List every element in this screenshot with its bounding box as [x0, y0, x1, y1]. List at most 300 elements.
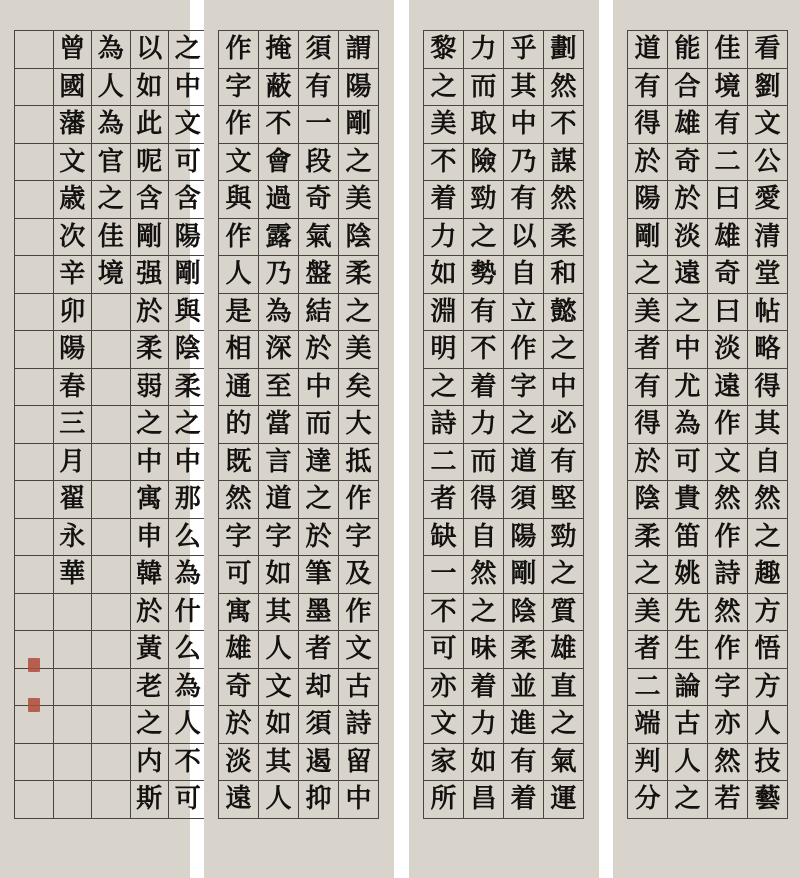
grid-cell: 曰: [708, 181, 748, 219]
grid-cell: 須: [299, 31, 339, 69]
grid-cell: 奇: [299, 181, 339, 219]
grid-cell: 翟: [54, 481, 93, 519]
grid-cell: 淡: [708, 331, 748, 369]
grid-cell: 而: [464, 444, 504, 482]
grid-cell: 文: [748, 106, 788, 144]
grid-cell: 剛: [131, 219, 170, 257]
character-grid: [218, 30, 379, 819]
grid-cell: 懿: [544, 294, 584, 332]
grid-cell: 和: [544, 256, 584, 294]
grid-cell: 作: [708, 406, 748, 444]
grid-cell: 公: [748, 144, 788, 182]
grid-cell: 力: [464, 706, 504, 744]
grid-cell: 笛: [668, 519, 708, 557]
grid-cell: 陽: [628, 181, 668, 219]
grid-cell: 方: [748, 594, 788, 632]
grid-cell: 二: [424, 444, 464, 482]
grid-cell: 人: [92, 69, 131, 107]
grid-cell: 柔: [131, 331, 170, 369]
grid-cell: 之: [169, 31, 208, 69]
grid-cell: [15, 781, 54, 819]
grid-cell: 之: [299, 481, 339, 519]
grid-cell: [92, 781, 131, 819]
grid-cell: 道: [504, 444, 544, 482]
grid-cell: 至: [259, 369, 299, 407]
grid-cell: 曰: [708, 294, 748, 332]
grid-cell: 字: [259, 519, 299, 557]
grid-cell: 之: [131, 706, 170, 744]
grid-cell: 於: [628, 144, 668, 182]
grid-cell: [15, 481, 54, 519]
grid-cell: 貴: [668, 481, 708, 519]
grid-cell: 作: [219, 31, 259, 69]
grid-cell: 境: [708, 69, 748, 107]
grid-cell: 人: [219, 256, 259, 294]
grid-cell: 寓: [131, 481, 170, 519]
grid-cell: 之: [544, 706, 584, 744]
grid-cell: 悟: [748, 631, 788, 669]
grid-cell: 有: [628, 369, 668, 407]
grid-cell: [15, 444, 54, 482]
grid-cell: 着: [464, 369, 504, 407]
grid-cell: 韓: [131, 556, 170, 594]
grid-cell: 而: [299, 406, 339, 444]
grid-cell: 結: [299, 294, 339, 332]
grid-cell: 之: [668, 294, 708, 332]
grid-cell: 陽: [169, 219, 208, 257]
grid-cell: 自: [504, 256, 544, 294]
grid-cell: 中: [169, 444, 208, 482]
grid-cell: 人: [169, 706, 208, 744]
grid-cell: 露: [259, 219, 299, 257]
grid-cell: 於: [299, 331, 339, 369]
grid-cell: 剛: [628, 219, 668, 257]
grid-cell: 氣: [544, 744, 584, 782]
grid-cell: 會: [259, 144, 299, 182]
grid-cell: 三: [54, 406, 93, 444]
grid-cell: 字: [219, 69, 259, 107]
grid-cell: [15, 144, 54, 182]
grid-cell: 有: [628, 69, 668, 107]
grid-cell: 之: [668, 781, 708, 819]
grid-cell: 曾: [54, 31, 93, 69]
grid-cell: 古: [339, 669, 379, 707]
grid-cell: [54, 669, 93, 707]
grid-cell: 弱: [131, 369, 170, 407]
grid-cell: 質: [544, 594, 584, 632]
grid-cell: 人: [748, 706, 788, 744]
grid-cell: 作: [339, 481, 379, 519]
grid-cell: 抑: [299, 781, 339, 819]
grid-cell: 謀: [544, 144, 584, 182]
grid-cell: 亦: [708, 706, 748, 744]
grid-cell: 之: [339, 294, 379, 332]
grid-cell: 不: [259, 106, 299, 144]
grid-cell: 並: [504, 669, 544, 707]
grid-cell: 先: [668, 594, 708, 632]
grid-cell: 遠: [668, 256, 708, 294]
grid-cell: 陽: [504, 519, 544, 557]
grid-cell: 得: [628, 106, 668, 144]
grid-cell: [15, 331, 54, 369]
grid-cell: 相: [219, 331, 259, 369]
grid-cell: 所: [424, 781, 464, 819]
grid-cell: 須: [504, 481, 544, 519]
scroll-panel-2: [204, 0, 394, 878]
grid-cell: 者: [424, 481, 464, 519]
grid-cell: [15, 31, 54, 69]
grid-cell: 於: [668, 181, 708, 219]
grid-cell: 春: [54, 369, 93, 407]
grid-cell: 内: [131, 744, 170, 782]
grid-cell: 為: [92, 31, 131, 69]
grid-cell: 美: [339, 181, 379, 219]
grid-cell: 為: [169, 669, 208, 707]
grid-cell: 剛: [169, 256, 208, 294]
grid-cell: 其: [748, 406, 788, 444]
grid-cell: 其: [504, 69, 544, 107]
grid-cell: 陽: [54, 331, 93, 369]
grid-cell: [54, 594, 93, 632]
grid-cell: 奇: [668, 144, 708, 182]
grid-cell: 遠: [219, 781, 259, 819]
grid-cell: [15, 594, 54, 632]
grid-cell: 能: [668, 31, 708, 69]
grid-cell: 為: [668, 406, 708, 444]
grid-cell: [92, 744, 131, 782]
grid-cell: 境: [92, 256, 131, 294]
grid-cell: 家: [424, 744, 464, 782]
grid-cell: 着: [464, 669, 504, 707]
grid-cell: 詩: [424, 406, 464, 444]
grid-cell: 含: [131, 181, 170, 219]
grid-cell: 如: [131, 69, 170, 107]
grid-cell: [92, 706, 131, 744]
grid-cell: 矣: [339, 369, 379, 407]
grid-cell: 生: [668, 631, 708, 669]
grid-cell: 然: [708, 744, 748, 782]
grid-cell: 達: [299, 444, 339, 482]
grid-cell: 須: [299, 706, 339, 744]
grid-cell: 通: [219, 369, 259, 407]
grid-cell: 雄: [708, 219, 748, 257]
grid-cell: 之: [464, 219, 504, 257]
grid-cell: 合: [668, 69, 708, 107]
grid-cell: 古: [668, 706, 708, 744]
grid-cell: [92, 294, 131, 332]
grid-cell: 力: [464, 31, 504, 69]
grid-cell: 如: [259, 706, 299, 744]
grid-cell: 字: [339, 519, 379, 557]
grid-cell: 立: [504, 294, 544, 332]
grid-cell: 劃: [544, 31, 584, 69]
grid-cell: 者: [628, 631, 668, 669]
grid-cell: 然: [748, 481, 788, 519]
grid-cell: 卯: [54, 294, 93, 332]
grid-cell: 美: [628, 594, 668, 632]
grid-cell: 乎: [504, 31, 544, 69]
grid-cell: 其: [259, 594, 299, 632]
grid-cell: [92, 444, 131, 482]
grid-cell: 文: [219, 144, 259, 182]
grid-cell: 判: [628, 744, 668, 782]
grid-cell: 自: [748, 444, 788, 482]
grid-cell: [92, 519, 131, 557]
grid-cell: 之: [131, 406, 170, 444]
grid-cell: 氣: [299, 219, 339, 257]
grid-cell: 端: [628, 706, 668, 744]
grid-cell: 申: [131, 519, 170, 557]
grid-cell: 此: [131, 106, 170, 144]
grid-cell: 然: [544, 181, 584, 219]
grid-cell: 官: [92, 144, 131, 182]
grid-cell: [92, 669, 131, 707]
grid-cell: 墨: [299, 594, 339, 632]
grid-cell: 中: [668, 331, 708, 369]
grid-cell: 辛: [54, 256, 93, 294]
grid-cell: [15, 106, 54, 144]
grid-cell: 之: [544, 556, 584, 594]
grid-cell: 作: [219, 219, 259, 257]
grid-cell: 之: [92, 181, 131, 219]
grid-cell: 文: [339, 631, 379, 669]
grid-cell: 道: [628, 31, 668, 69]
grid-cell: 可: [169, 144, 208, 182]
red-seal-stamp: [28, 658, 40, 672]
grid-cell: 詩: [708, 556, 748, 594]
grid-cell: 取: [464, 106, 504, 144]
grid-cell: 得: [464, 481, 504, 519]
grid-cell: 有: [464, 294, 504, 332]
grid-cell: 以: [504, 219, 544, 257]
grid-cell: 技: [748, 744, 788, 782]
grid-cell: 過: [259, 181, 299, 219]
grid-cell: 人: [259, 781, 299, 819]
grid-cell: 次: [54, 219, 93, 257]
grid-cell: 昌: [464, 781, 504, 819]
grid-cell: 然: [219, 481, 259, 519]
grid-cell: 然: [708, 481, 748, 519]
grid-cell: 謂: [339, 31, 379, 69]
grid-cell: 有: [299, 69, 339, 107]
grid-cell: 什: [169, 594, 208, 632]
grid-cell: 陰: [504, 594, 544, 632]
grid-cell: [54, 706, 93, 744]
grid-cell: 堅: [544, 481, 584, 519]
grid-cell: 可: [169, 781, 208, 819]
grid-cell: 勁: [544, 519, 584, 557]
grid-cell: 趣: [748, 556, 788, 594]
grid-cell: 如: [464, 744, 504, 782]
grid-cell: 尤: [668, 369, 708, 407]
grid-cell: 的: [219, 406, 259, 444]
grid-cell: 中: [544, 369, 584, 407]
grid-cell: 遠: [708, 369, 748, 407]
grid-cell: 强: [131, 256, 170, 294]
grid-cell: [54, 781, 93, 819]
grid-cell: 文: [259, 669, 299, 707]
grid-cell: 么: [169, 519, 208, 557]
grid-cell: 必: [544, 406, 584, 444]
grid-cell: 之: [169, 406, 208, 444]
grid-cell: 文: [708, 444, 748, 482]
grid-cell: [92, 481, 131, 519]
grid-cell: 陰: [339, 219, 379, 257]
grid-cell: 於: [219, 706, 259, 744]
grid-cell: 運: [544, 781, 584, 819]
grid-cell: 中: [339, 781, 379, 819]
grid-cell: [92, 406, 131, 444]
grid-cell: 乃: [259, 256, 299, 294]
grid-cell: 可: [424, 631, 464, 669]
character-grid: [14, 30, 208, 819]
grid-cell: 明: [424, 331, 464, 369]
grid-cell: 藝: [748, 781, 788, 819]
grid-cell: 以: [131, 31, 170, 69]
grid-cell: 於: [131, 594, 170, 632]
grid-cell: 剛: [339, 106, 379, 144]
grid-cell: 力: [424, 219, 464, 257]
grid-cell: 柔: [628, 519, 668, 557]
grid-cell: 文: [424, 706, 464, 744]
grid-cell: 味: [464, 631, 504, 669]
character-grid: [627, 30, 788, 819]
grid-cell: [15, 519, 54, 557]
grid-cell: 當: [259, 406, 299, 444]
grid-cell: 之: [504, 406, 544, 444]
grid-cell: 中: [299, 369, 339, 407]
grid-cell: [15, 69, 54, 107]
grid-cell: 然: [464, 556, 504, 594]
grid-cell: 乃: [504, 144, 544, 182]
grid-cell: 字: [504, 369, 544, 407]
grid-cell: 一: [424, 556, 464, 594]
grid-cell: 老: [131, 669, 170, 707]
grid-cell: 呢: [131, 144, 170, 182]
red-seal-stamp: [28, 698, 40, 712]
grid-cell: 可: [219, 556, 259, 594]
grid-cell: 帖: [748, 294, 788, 332]
grid-cell: 柔: [544, 219, 584, 257]
grid-cell: [15, 406, 54, 444]
grid-cell: 作: [708, 519, 748, 557]
grid-cell: 文: [169, 106, 208, 144]
grid-cell: 陽: [339, 69, 379, 107]
grid-cell: 然: [544, 69, 584, 107]
grid-cell: 段: [299, 144, 339, 182]
grid-cell: 之: [628, 556, 668, 594]
grid-cell: 姚: [668, 556, 708, 594]
grid-cell: 淵: [424, 294, 464, 332]
grid-cell: 如: [424, 256, 464, 294]
grid-cell: 愛: [748, 181, 788, 219]
grid-cell: [15, 294, 54, 332]
grid-cell: 者: [299, 631, 339, 669]
grid-cell: 有: [504, 744, 544, 782]
grid-cell: 么: [169, 631, 208, 669]
grid-cell: 雄: [668, 106, 708, 144]
grid-cell: 險: [464, 144, 504, 182]
grid-cell: 文: [54, 144, 93, 182]
grid-cell: 淡: [668, 219, 708, 257]
grid-cell: 美: [424, 106, 464, 144]
grid-cell: 亦: [424, 669, 464, 707]
grid-cell: 論: [668, 669, 708, 707]
grid-cell: 雄: [219, 631, 259, 669]
grid-cell: 有: [504, 181, 544, 219]
grid-cell: 人: [668, 744, 708, 782]
grid-cell: 者: [628, 331, 668, 369]
grid-cell: 堂: [748, 256, 788, 294]
grid-cell: 而: [464, 69, 504, 107]
grid-cell: 筆: [299, 556, 339, 594]
grid-cell: 清: [748, 219, 788, 257]
grid-cell: 二: [708, 144, 748, 182]
grid-cell: 柔: [339, 256, 379, 294]
grid-cell: 自: [464, 519, 504, 557]
grid-cell: [92, 631, 131, 669]
grid-cell: 作: [339, 594, 379, 632]
grid-cell: 永: [54, 519, 93, 557]
grid-cell: 勢: [464, 256, 504, 294]
grid-cell: 月: [54, 444, 93, 482]
grid-cell: 得: [748, 369, 788, 407]
grid-cell: [15, 369, 54, 407]
grid-cell: 及: [339, 556, 379, 594]
grid-cell: 剛: [504, 556, 544, 594]
grid-cell: [54, 631, 93, 669]
grid-cell: 中: [131, 444, 170, 482]
grid-cell: 於: [628, 444, 668, 482]
grid-cell: 盤: [299, 256, 339, 294]
grid-cell: 大: [339, 406, 379, 444]
grid-cell: 劉: [748, 69, 788, 107]
grid-cell: 道: [259, 481, 299, 519]
grid-cell: [92, 331, 131, 369]
grid-cell: 作: [504, 331, 544, 369]
grid-cell: 掩: [259, 31, 299, 69]
grid-cell: 寓: [219, 594, 259, 632]
grid-cell: 却: [299, 669, 339, 707]
grid-cell: 之: [339, 144, 379, 182]
grid-cell: 奇: [708, 256, 748, 294]
scroll-panel-3: [409, 0, 599, 878]
grid-cell: 是: [219, 294, 259, 332]
grid-cell: 歳: [54, 181, 93, 219]
grid-cell: [15, 219, 54, 257]
grid-cell: 淡: [219, 744, 259, 782]
grid-cell: 若: [708, 781, 748, 819]
grid-cell: 中: [504, 106, 544, 144]
grid-cell: 之: [628, 256, 668, 294]
character-grid: [423, 30, 584, 819]
grid-cell: 然: [708, 594, 748, 632]
grid-cell: [54, 744, 93, 782]
grid-cell: 得: [628, 406, 668, 444]
grid-cell: 深: [259, 331, 299, 369]
grid-cell: 抵: [339, 444, 379, 482]
grid-cell: 奇: [219, 669, 259, 707]
grid-cell: 之: [544, 331, 584, 369]
grid-cell: 不: [464, 331, 504, 369]
grid-cell: 美: [628, 294, 668, 332]
grid-cell: 國: [54, 69, 93, 107]
grid-cell: 不: [544, 106, 584, 144]
grid-cell: 那: [169, 481, 208, 519]
grid-cell: 略: [748, 331, 788, 369]
grid-cell: 華: [54, 556, 93, 594]
grid-cell: [15, 556, 54, 594]
